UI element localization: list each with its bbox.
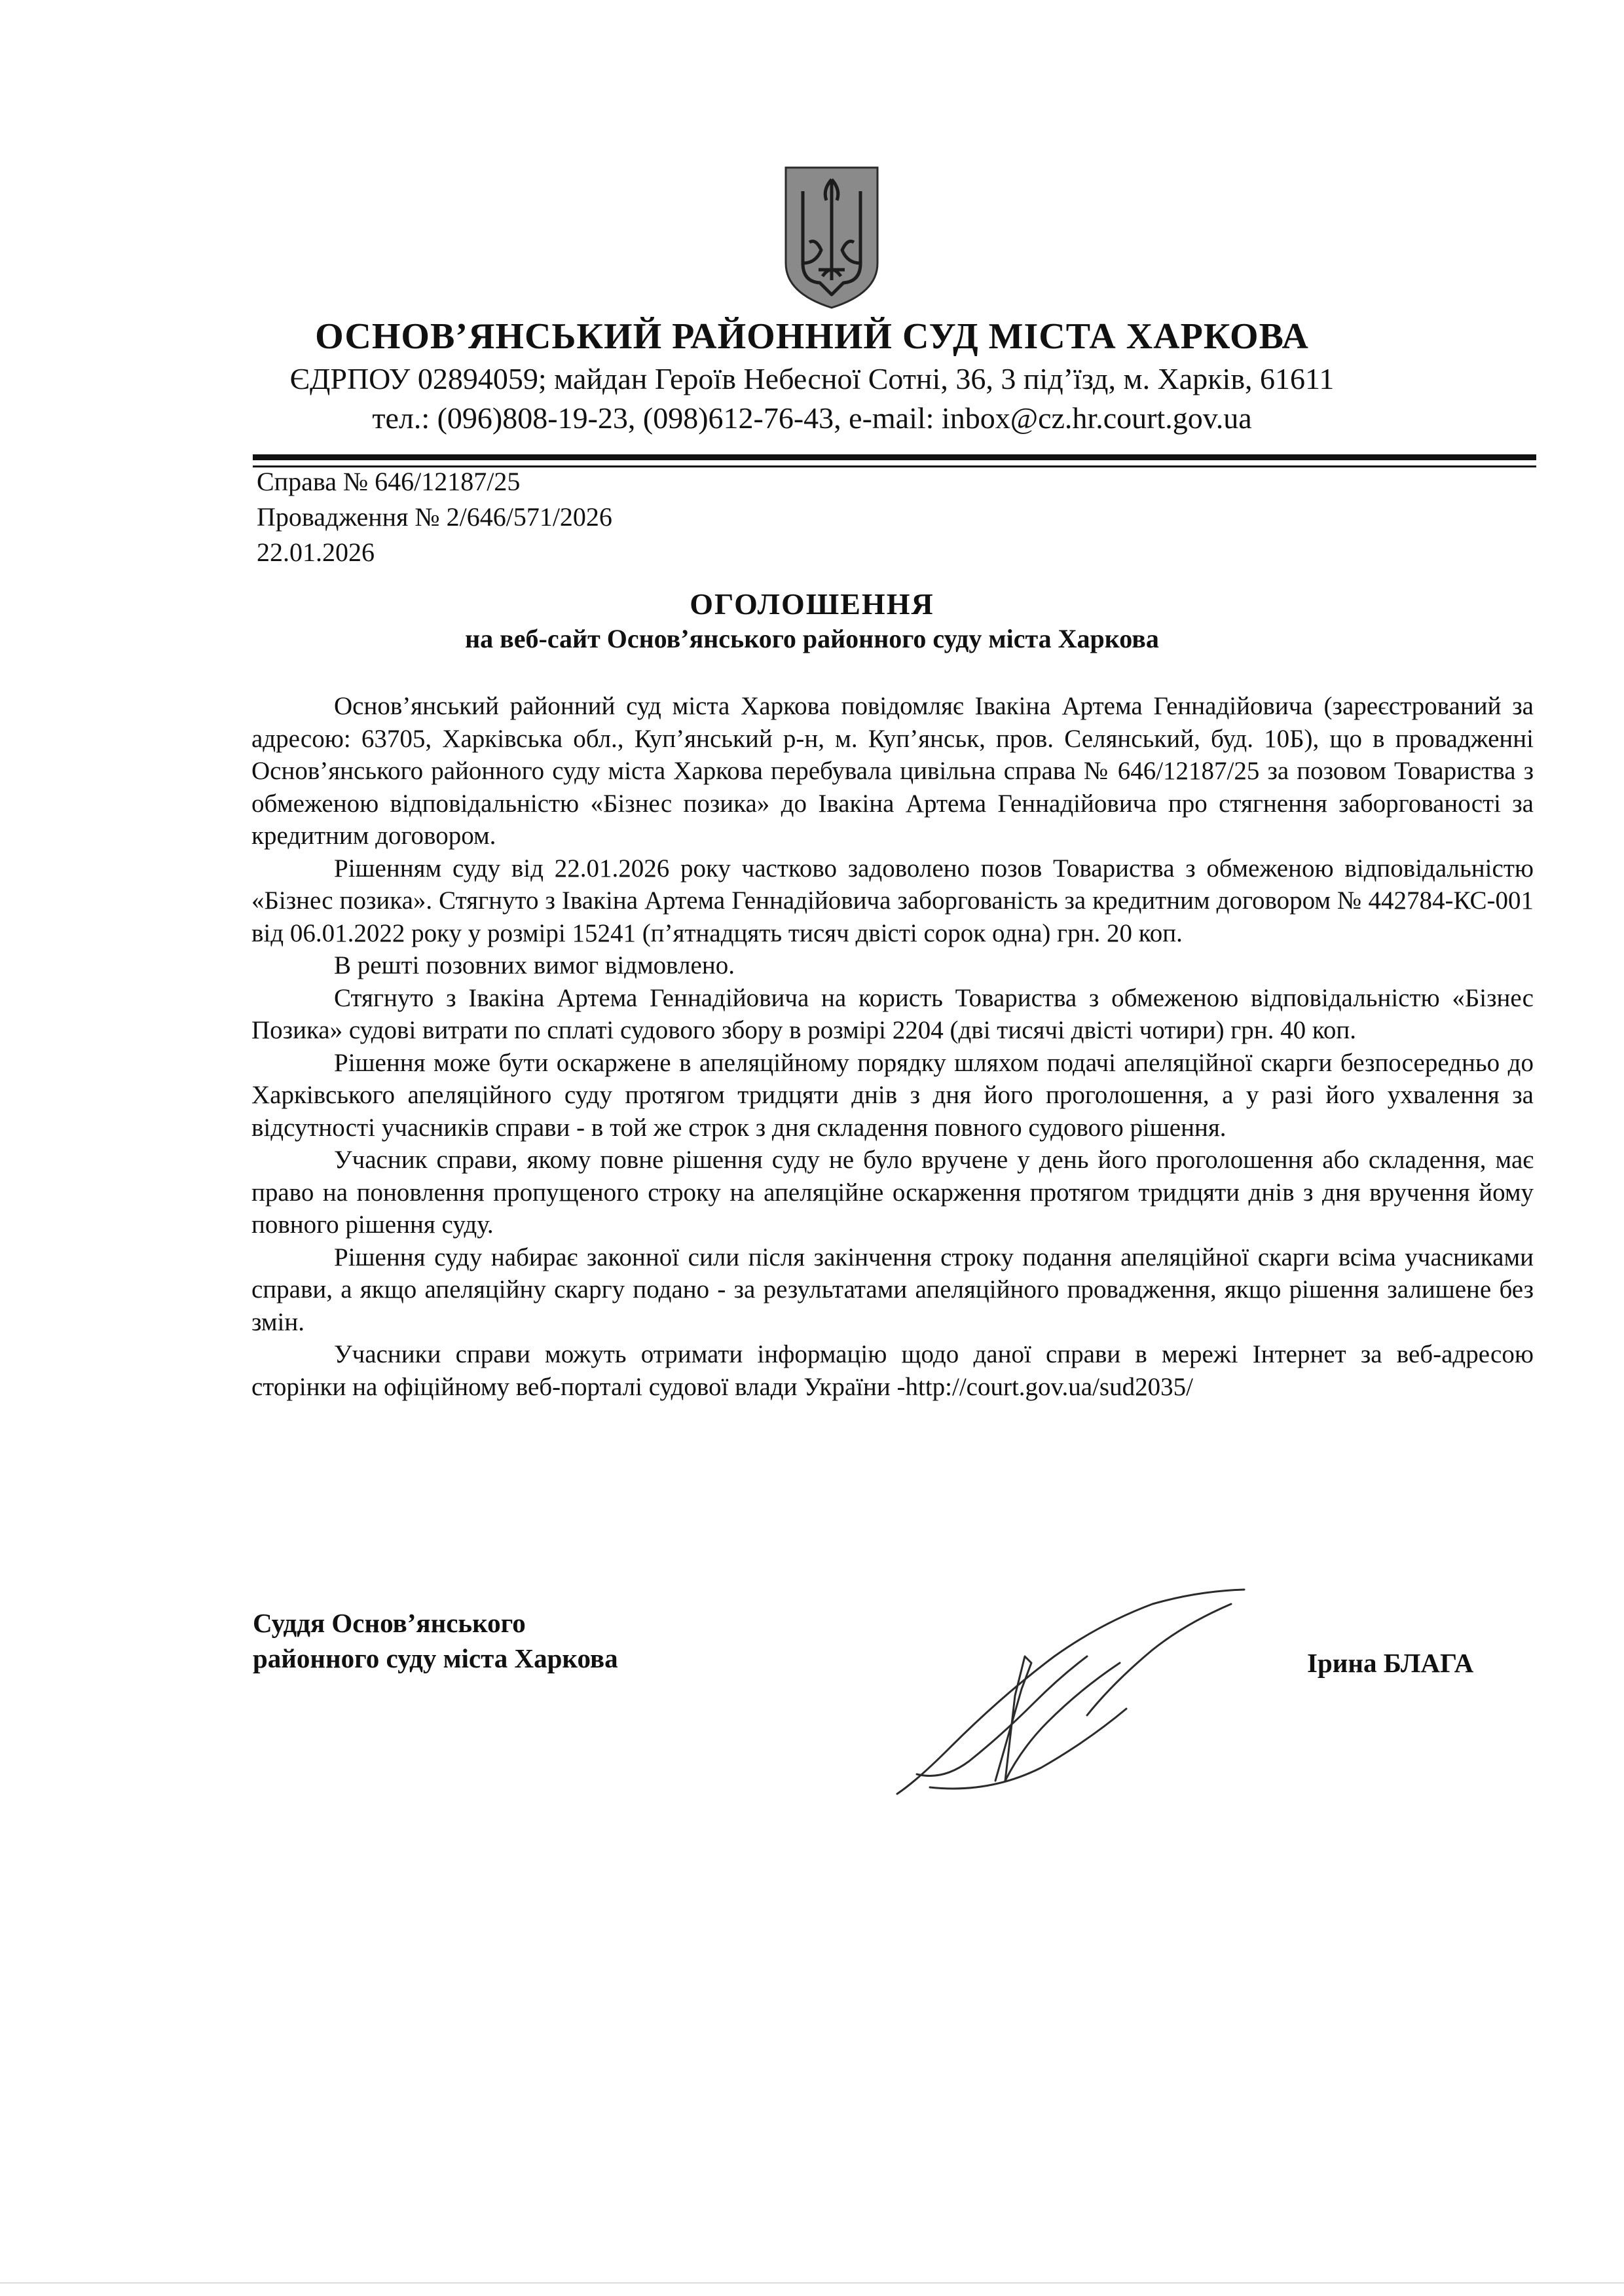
paragraph: Стягнуто з Івакіна Артема Геннадійовича на користь Товариства з обмеженою відповідальністю «Бізнес Позика» судові витрати по сплаті судового збору в розмірі 2204 (дві тисячі двісті чотири) грн. 40 коп. bbox=[251, 983, 1534, 1044]
handwritten-signature bbox=[891, 1584, 1257, 1807]
judge-title-line: Суддя Основ’янського bbox=[253, 1608, 526, 1638]
case-number: Справа № 646/12187/25 bbox=[257, 467, 521, 496]
paragraph: Рішення може бути оскаржене в апеляційному порядку шляхом подачі апеляційної скарги безпосередньо до Харківського апеляційного суду протягом тридцяти днів з дня його проголошення, а у разі його ухвалення за відсутності учасників справи - в той же строк з дня складення повного судового рішення. bbox=[251, 1048, 1534, 1142]
header-rule-thick bbox=[253, 454, 1536, 460]
paragraph: Рішення суду набирає законної сили після закінчення строку подання апеляційної скарги всіма учасниками справи, а якщо апеляційну скаргу подано - за результатами апеляційного провадження, якщо рішення залишене без змін. bbox=[251, 1243, 1534, 1336]
court-name: ОСНОВ’ЯНСЬКИЙ РАЙОННИЙ СУД МІСТА ХАРКОВА bbox=[315, 316, 1309, 357]
proceeding-number: Провадження № 2/646/571/2026 bbox=[257, 502, 612, 532]
notice-subtitle: на веб-сайт Основ’янського районного суду міста Харкова bbox=[465, 624, 1159, 653]
judge-title-line: районного суду міста Харкова bbox=[253, 1643, 618, 1673]
document-date: 22.01.2026 bbox=[257, 538, 375, 567]
paragraph: Основ’янський районний суд міста Харкова повідомляє Івакіна Артема Геннадійовича (зареєстрований за адресою: 63705, Харківська обл., Куп’янський р-н, м. Куп’янськ, пров. Селянський, буд. 10Б), що в провадженні Основ’янського районного суду міста Харкова перебувала цивільна справа № 646/12187/25 за позовом Товариства з обмеженою відповідальністю «Бізнес позика» до Івакіна Артема Геннадійовича про стягнення заборгованості за кредитним договором. bbox=[251, 692, 1534, 850]
judge-name: Ірина БЛАГА bbox=[1307, 1648, 1474, 1678]
notice-body bbox=[251, 690, 1534, 1403]
paragraph: Рішенням суду від 22.01.2026 року частково задоволено позов Товариства з обмеженою відповідальністю «Бізнес позика». Стягнуто з Івакіна Артема Геннадійовича заборгованість за кредитним договором № 442784-КС-001 від 06.01.2022 року у розмірі 15241 (п’ятнадцять тисяч двісті сорок одна) грн. 20 коп. bbox=[251, 854, 1534, 947]
coat-of-arms-icon bbox=[783, 165, 880, 310]
court-contacts: тел.: (096)808-19-23, (098)612-76-43, e-mail: inbox@cz.hr.court.gov.ua bbox=[372, 401, 1252, 435]
court-address: ЄДРПОУ 02894059; майдан Героїв Небесної Сотні, 36, 3 під’їзд, м. Харків, 61611 bbox=[289, 362, 1335, 395]
notice-title: ОГОЛОШЕННЯ bbox=[690, 587, 934, 621]
paragraph: В решті позовних вимог відмовлено. bbox=[334, 951, 735, 979]
judge-title bbox=[253, 1605, 618, 1676]
page-bottom-edge bbox=[0, 2282, 1624, 2284]
paragraph: Учасник справи, якому повне рішення суду не було вручене у день його проголошення або складення, має право на поновлення пропущеного строку на апеляційне оскарження протягом тридцяти днів з дня вручення йому повного рішення суду. bbox=[251, 1146, 1534, 1239]
paragraph: Учасники справи можуть отримати інформацію щодо даної справи в мережі Інтернет за веб-адресою сторінки на офіційному веб-порталі судової влади України -http://court.gov.ua/sud2035/ bbox=[251, 1340, 1534, 1401]
